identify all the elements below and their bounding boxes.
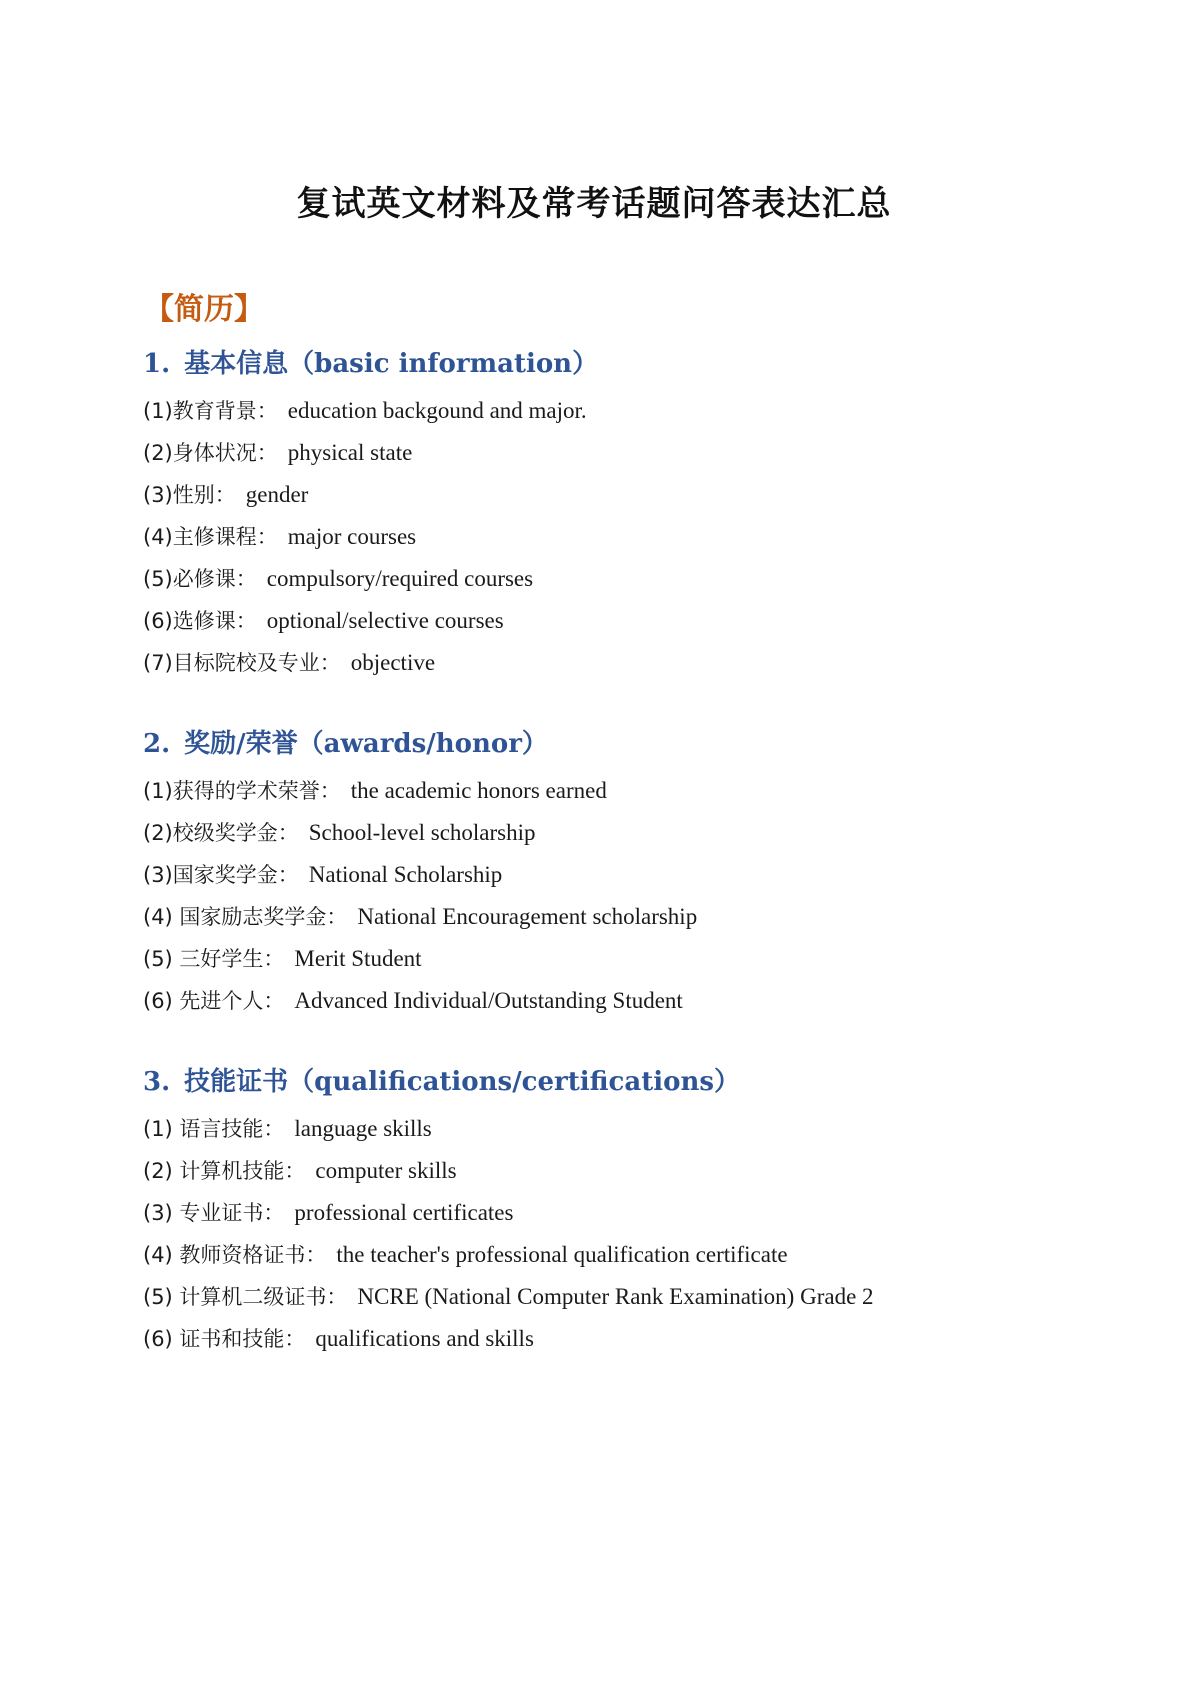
list-item <box>143 390 1103 432</box>
list-item <box>143 1192 1103 1234</box>
item-label-zh: (5)必修课： <box>143 567 257 591</box>
list-item <box>143 980 1103 1022</box>
item-label-zh: (5) 三好学生： <box>143 947 285 971</box>
item-label-en: Merit Student <box>294 946 422 971</box>
item-label-zh: (6) 先进个人： <box>143 989 285 1013</box>
item-list <box>143 1108 1103 1360</box>
list-item <box>143 642 1103 684</box>
list-item <box>143 812 1103 854</box>
item-label-zh: (4) 国家励志奖学金： <box>143 905 348 929</box>
section-title: 基本信息（basic information） <box>184 349 599 379</box>
list-item <box>143 1108 1103 1150</box>
item-label-en: computer skills <box>315 1158 457 1183</box>
section-heading <box>143 344 1103 390</box>
section-title: 技能证书（qualifications/certifications） <box>184 1067 740 1097</box>
item-label-en: physical state <box>287 440 413 465</box>
item-label-en: National Encouragement scholarship <box>357 904 698 929</box>
item-label-zh: (6)选修课： <box>143 609 257 633</box>
list-item <box>143 896 1103 938</box>
item-label-zh: (2) 计算机技能： <box>143 1159 306 1183</box>
list-item <box>143 600 1103 642</box>
item-label-en: compulsory/required courses <box>266 566 534 591</box>
list-item <box>143 770 1103 812</box>
list-item <box>143 474 1103 516</box>
list-item <box>143 1276 1103 1318</box>
list-item <box>143 854 1103 896</box>
list-item <box>143 1234 1103 1276</box>
item-label-zh: (1)教育背景： <box>143 399 278 423</box>
item-label-en: Advanced Individual/Outstanding Student <box>294 988 683 1013</box>
item-label-zh: (4) 教师资格证书： <box>143 1243 327 1267</box>
item-label-en: gender <box>245 482 309 507</box>
item-label-zh: (5) 计算机二级证书： <box>143 1285 348 1309</box>
item-label-en: optional/selective courses <box>266 608 504 633</box>
section-heading <box>143 1062 1103 1108</box>
list-item <box>143 516 1103 558</box>
list-item <box>143 1150 1103 1192</box>
section-title: 奖励/荣誉（awards/honor） <box>184 729 548 759</box>
item-label-en: NCRE (National Computer Rank Examination) Grade 2 <box>357 1284 874 1309</box>
item-label-zh: (1) 语言技能： <box>143 1117 285 1141</box>
item-label-en: professional certificates <box>294 1200 514 1225</box>
item-label-zh: (7)目标院校及专业： <box>143 651 341 675</box>
list-item <box>143 432 1103 474</box>
section-heading <box>143 724 1103 770</box>
item-label-zh: (3) 专业证书： <box>143 1201 285 1225</box>
item-label-en: major courses <box>287 524 417 549</box>
section-number: 1. <box>143 349 171 379</box>
item-label-en: the academic honors earned <box>350 778 607 803</box>
item-label-zh: (1)获得的学术荣誉： <box>143 779 341 803</box>
item-list <box>143 770 1103 1022</box>
section-qualifications-certifications <box>143 1062 1103 1360</box>
list-item <box>143 558 1103 600</box>
item-label-en: education backgound and major. <box>287 398 587 423</box>
item-label-en: objective <box>350 650 436 675</box>
item-label-zh: (6) 证书和技能： <box>143 1327 306 1351</box>
list-item <box>143 1318 1103 1360</box>
section-awards-honor <box>143 724 1103 1022</box>
section-number: 2. <box>143 729 171 759</box>
item-label-zh: (3)性别： <box>143 483 236 507</box>
item-label-zh: (3)国家奖学金： <box>143 863 299 887</box>
item-list <box>143 390 1103 684</box>
item-label-zh: (2)校级奖学金： <box>143 821 299 845</box>
item-label-en: School-level scholarship <box>308 820 536 845</box>
item-label-en: the teacher's professional qualification certificate <box>336 1242 788 1267</box>
section-number: 3. <box>143 1067 171 1097</box>
item-label-en: National Scholarship <box>308 862 503 887</box>
item-label-zh: (2)身体状况： <box>143 441 278 465</box>
document-title: 复试英文材料及常考话题问答表达汇总 <box>296 184 892 224</box>
item-label-en: language skills <box>294 1116 432 1141</box>
part-heading-resume: 【简历】 <box>144 292 264 327</box>
item-label-en: qualifications and skills <box>315 1326 534 1351</box>
list-item <box>143 938 1103 980</box>
section-basic-information <box>143 344 1103 684</box>
item-label-zh: (4)主修课程： <box>143 525 278 549</box>
